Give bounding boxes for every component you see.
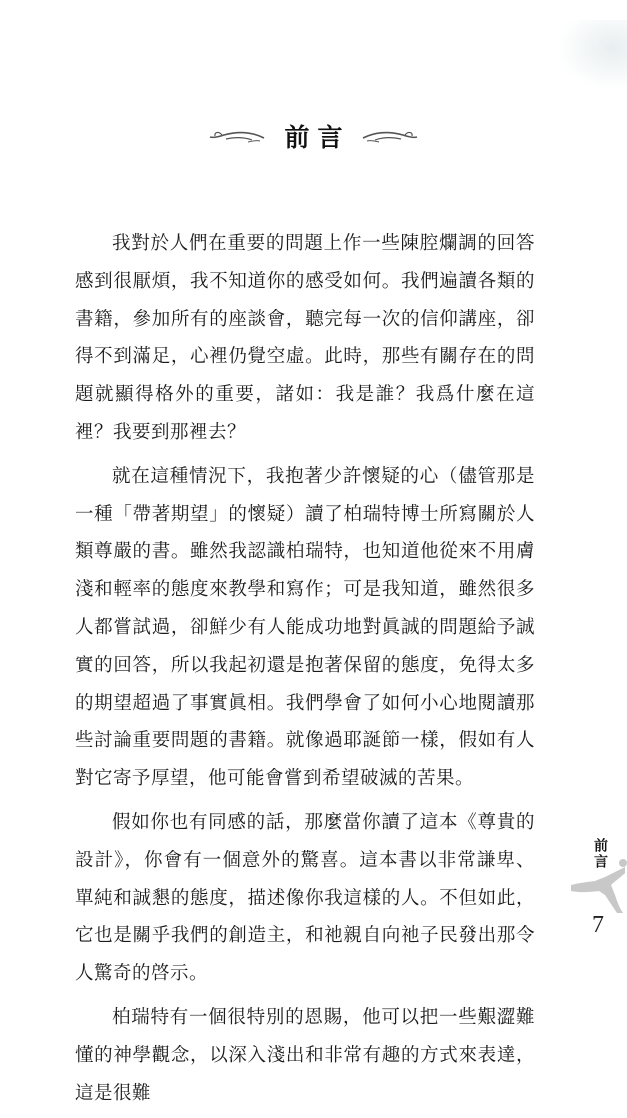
paragraph: 假如你也有同感的話，那麼當你讀了這本《尊貴的設計》，你會有一個意外的驚喜。這本書以非常謙卑、單純和誠懇的態度，描述像你我這樣的人。不但如此，它也是關乎我們的創造主，和祂親自向祂子民發出那令人驚奇的啓示。 [75,811,535,985]
paragraph: 就在這種情況下，我抱著少許懷疑的心（儘管那是一種「帶著期望」的懷疑）讀了柏瑞特博士所寫關於人類尊嚴的書。雖然我認識柏瑞特，也知道他從來不用膚淺和輕率的態度來教學和寫作；可是我知道，雖然很多人都嘗試過，卻鮮少有人能成功地對眞誠的問題給予誠實的回答，所以我起初還是抱著保留的態度，免得太多的期望超過了事實眞相。我們學會了如何小心地閱讀那些討論重要問題的書籍。就像過耶誕節一樣，假如有人對它寄予厚望，他可能會嘗到希望破滅的苦果。 [75,465,535,790]
chapter-heading [0,118,627,154]
body-text [75,225,535,1118]
dancer-silhouette-icon [565,855,627,915]
paragraph: 我對於人們在重要的問題上作一些陳腔爛調的回答感到很厭煩，我不知道你的感受如何。我們遍讀各類的書籍，參加所有的座談會，聽完每一次的信仰講座，卻得不到滿足，心裡仍覺空虛。此時，那些有關存在的問題就顯得格外的重要，諸如：我是誰？我爲什麼在這裡？我要到那裡去？ [75,233,535,443]
page-title: 前言 [284,123,351,152]
page-corner-smudge [557,20,627,90]
left-flourish-icon [208,128,266,144]
paragraph: 柏瑞特有一個很特別的恩賜，他可以把一些艱澀難懂的神學觀念，以深入淺出和非常有趣的方式來表達，這是很難 [75,1006,535,1104]
page-number: 7 [592,912,604,938]
right-flourish-icon [361,128,419,144]
running-section-label: 前言 [592,838,608,870]
